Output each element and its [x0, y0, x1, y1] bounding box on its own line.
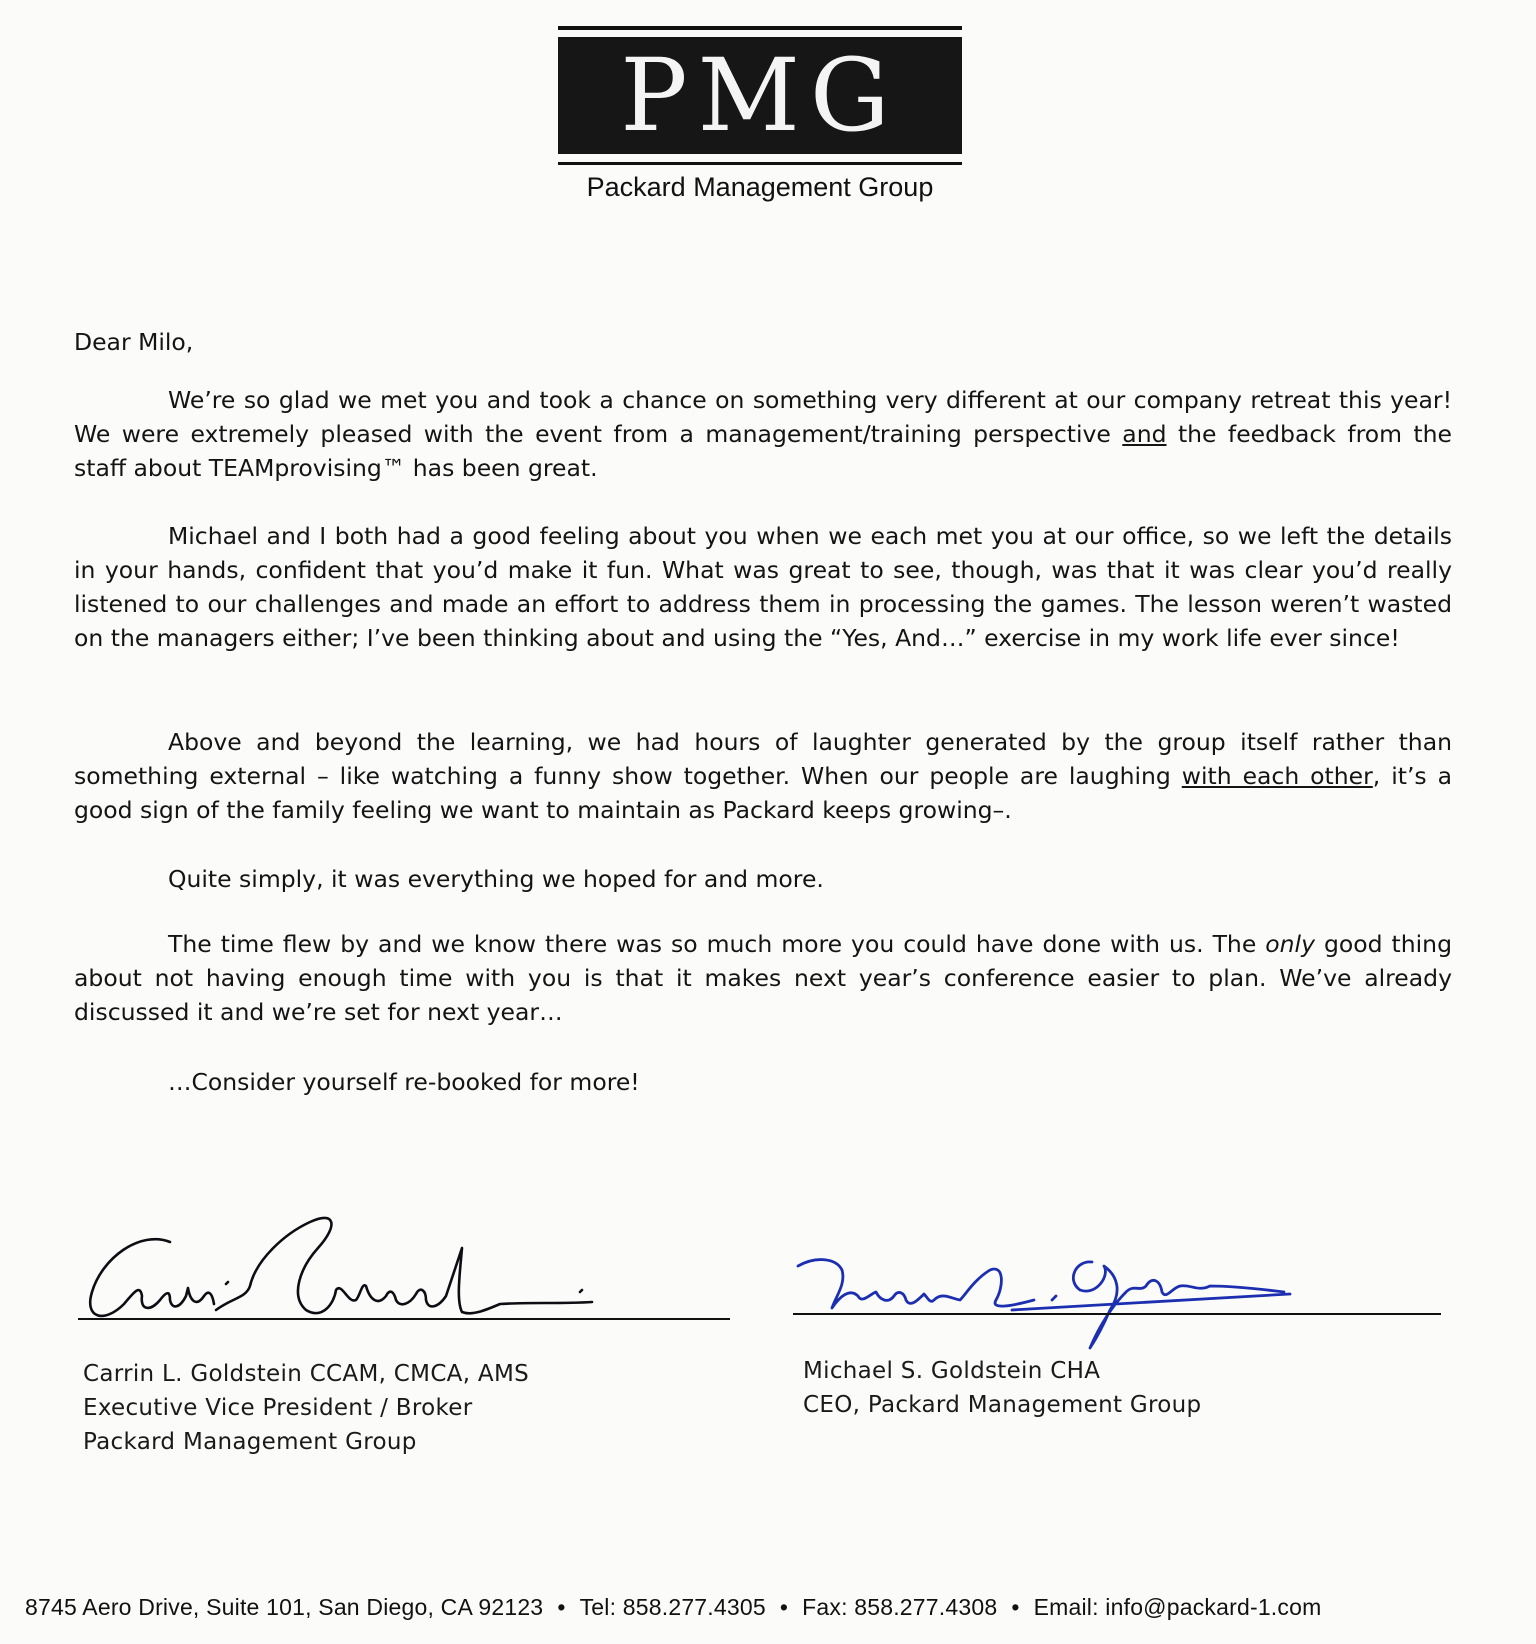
paragraph-5-text-b: good thing about not having enough time with you is that it makes next year’s conference easier to plan. We’ve already discussed it and we’re set for next year…	[74, 930, 1452, 1026]
paragraph-3-text-a: Above and beyond the learning, we had hours of laughter generated by the group itself rather than something external – like watching a funny show together. When our people are laughing	[74, 728, 1452, 790]
signature-line-left	[78, 1318, 730, 1320]
company-name: Packard Management Group	[586, 172, 934, 202]
signatory-left-title: Executive Vice President / Broker	[83, 1395, 473, 1421]
pmg-logo: PMG	[558, 37, 962, 154]
paragraph-3-underline: with each other	[1181, 762, 1373, 790]
footer-fax: Fax: 858.277.4308	[802, 1594, 998, 1620]
paragraph-1-underline: and	[1122, 420, 1167, 448]
signatory-right-title: CEO, Packard Management Group	[803, 1392, 1202, 1418]
footer-separator: •	[779, 1594, 789, 1620]
footer-separator: •	[557, 1594, 566, 1620]
signature-right	[798, 1260, 1290, 1348]
footer-address: 8745 Aero Drive, Suite 101, San Diego, CA 92123	[25, 1594, 544, 1620]
logo-bottom-rule	[558, 162, 962, 165]
signature-line-right	[793, 1313, 1441, 1315]
signatory-right	[803, 1354, 1201, 1422]
salutation: Dear Milo,	[74, 328, 194, 356]
signatory-right-name: Michael S. Goldstein CHA	[803, 1358, 1101, 1384]
paragraph-3	[74, 725, 1452, 827]
paragraph-5-text-a: The time flew by and we know there was so much more you could have done with us. The	[168, 930, 1266, 958]
paragraph-3-text-b: , it’s a good sign of the family feeling we want to maintain as Packard keeps growing–.	[74, 762, 1452, 824]
logo-top-rule	[558, 26, 962, 30]
footer-tel: Tel: 858.277.4305	[579, 1594, 766, 1620]
paragraph-4: Quite simply, it was everything we hoped for and more.	[168, 865, 824, 893]
paragraph-1-text-a: We’re so glad we met you and took a chance on something very different at our company retreat this year! We were extremely pleased with the event from a management/training perspective	[74, 386, 1452, 448]
signatory-left-org: Packard Management Group	[83, 1429, 417, 1455]
signatory-left	[83, 1357, 529, 1459]
footer-separator: •	[1011, 1594, 1020, 1620]
signatory-left-name: Carrin L. Goldstein CCAM, CMCA, AMS	[83, 1361, 530, 1387]
signatures-graphic	[0, 1200, 1536, 1360]
footer-email: Email: info@packard-1.com	[1033, 1594, 1322, 1620]
paragraph-1-text-b: the feedback from the staff about TEAMprovising™ has been great.	[74, 420, 1452, 482]
footer-contact	[25, 1594, 1525, 1621]
signature-left	[90, 1218, 592, 1316]
paragraph-5	[74, 927, 1452, 1029]
paragraph-5-italic: only	[1265, 930, 1315, 958]
paragraph-6: …Consider yourself re-booked for more!	[168, 1068, 640, 1096]
paragraph-1	[74, 383, 1452, 485]
paragraph-2: Michael and I both had a good feeling about you when we each met you at our office, so we left the details in your hands, confident that you’d make it fun. What was great to see, though, was that it was clear you’d really listened to our challenges and made an effort to address them in processing the games. The lesson weren’t wasted on the managers either; I’ve been thinking about and using the “Yes, And…” exercise in my work life ever since!	[74, 522, 1452, 652]
